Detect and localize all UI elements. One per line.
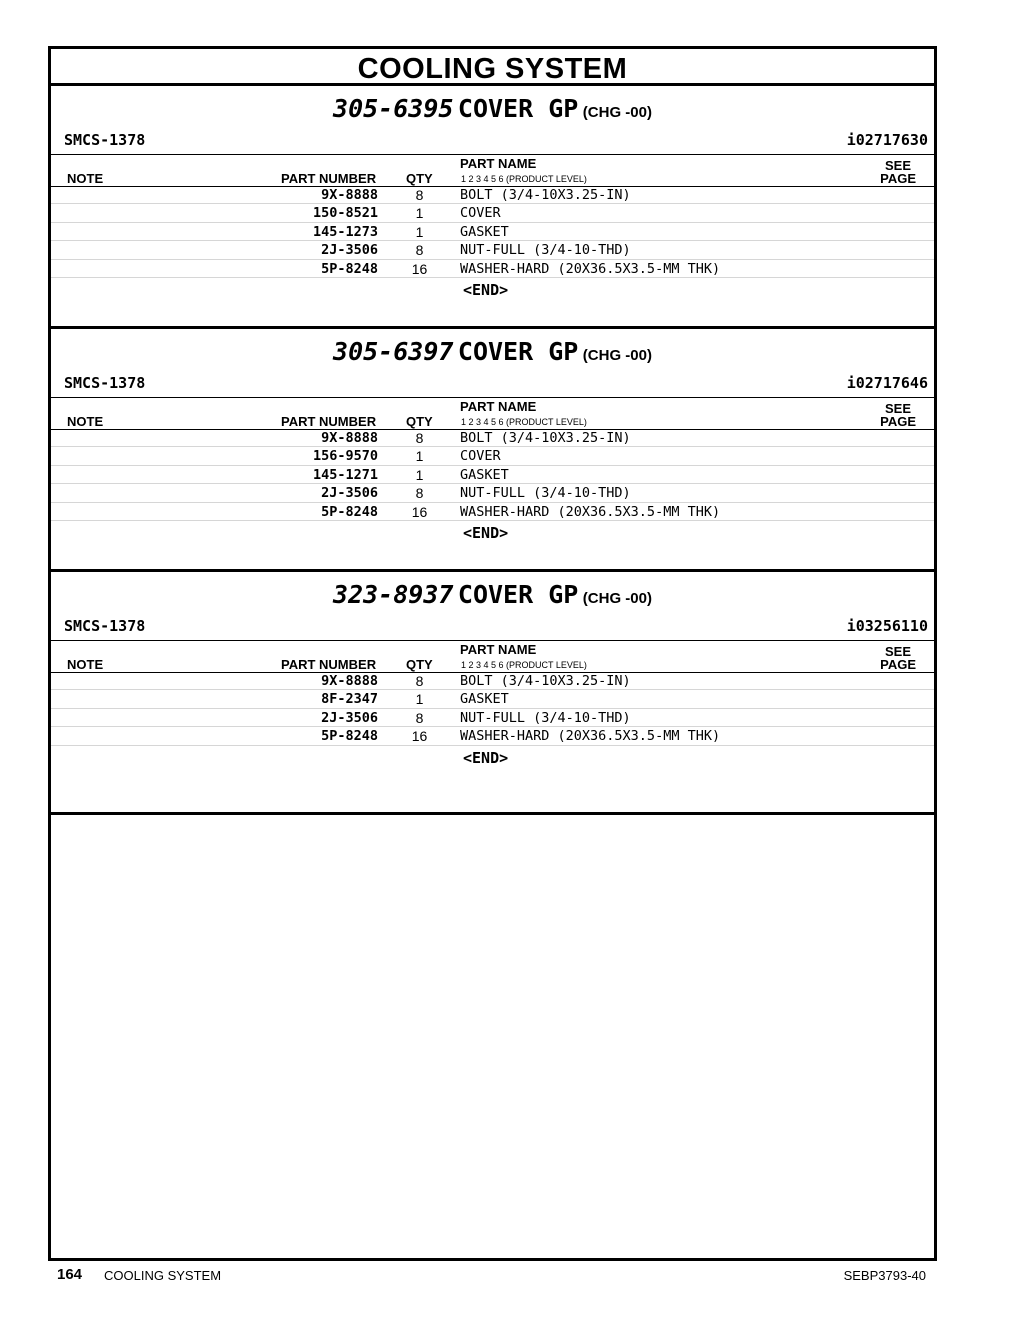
part-name-cell: WASHER-HARD (20X36.5X3.5-MM THK)	[460, 260, 721, 277]
part-number-cell: 145-1273	[312, 223, 378, 240]
footer-section-title: COOLING SYSTEM	[104, 1268, 222, 1283]
part-number-cell: 2J-3506	[321, 242, 378, 259]
qty-cell: 8	[415, 709, 424, 726]
header-part-number: PART NUMBER	[281, 171, 377, 186]
table-row	[51, 709, 934, 727]
table-row	[51, 241, 934, 259]
header-part-number: PART NUMBER	[281, 657, 377, 672]
table-row	[51, 484, 934, 502]
qty-cell: 16	[411, 260, 428, 277]
group-part-number: 323-8937	[333, 580, 454, 609]
part-name-cell: BOLT (3/4-10X3.25-IN)	[460, 187, 631, 203]
header-part-name: PART NAME	[460, 399, 537, 414]
header-note: NOTE	[67, 657, 104, 672]
table-row	[51, 429, 934, 447]
smcs-code: SMCS-1378	[64, 617, 146, 635]
header-part-number: PART NUMBER	[281, 414, 377, 429]
part-name-cell: NUT-FULL (3/4-10-THD)	[460, 242, 631, 259]
qty-cell: 16	[411, 728, 428, 745]
part-number-cell: 150-8521	[312, 205, 378, 222]
qty-cell: 8	[415, 673, 424, 689]
part-name-cell: BOLT (3/4-10X3.25-IN)	[460, 673, 631, 689]
header-product-levels: 1 2 3 4 5 6 (PRODUCT LEVEL)	[461, 174, 587, 184]
header-page: PAGE	[880, 171, 916, 186]
table-row	[51, 204, 934, 222]
part-name-cell: GASKET	[460, 691, 509, 708]
qty-cell: 1	[415, 223, 424, 240]
group-change-level: (CHG -00)	[582, 104, 652, 121]
part-name-cell: BOLT (3/4-10X3.25-IN)	[460, 430, 631, 446]
info-id: i02717646	[846, 374, 928, 392]
header-page: PAGE	[880, 657, 916, 672]
qty-cell: 8	[415, 485, 424, 502]
part-number-cell: 5P-8248	[321, 503, 378, 520]
group-change-level: (CHG -00)	[582, 590, 652, 607]
parts-table-header	[51, 154, 934, 187]
part-number-cell: 9X-8888	[321, 187, 378, 203]
table-row	[51, 672, 934, 690]
part-number-cell: 156-9570	[312, 448, 378, 465]
smcs-code: SMCS-1378	[64, 131, 146, 149]
qty-cell: 1	[415, 466, 424, 483]
parts-table-body	[51, 429, 934, 521]
end-marker: <END>	[463, 748, 509, 767]
end-marker: <END>	[463, 524, 509, 542]
group-name: COVER GP	[457, 94, 579, 123]
header-qty: QTY	[406, 414, 433, 429]
part-name-cell: GASKET	[460, 223, 509, 240]
header-part-name: PART NAME	[460, 642, 537, 657]
info-id: i03256110	[846, 617, 928, 635]
part-name-cell: WASHER-HARD (20X36.5X3.5-MM THK)	[460, 503, 721, 520]
header-qty: QTY	[406, 171, 433, 186]
part-name-cell: COVER	[460, 205, 501, 222]
footer-doc-number: SEBP3793-40	[843, 1268, 926, 1283]
table-row	[51, 260, 934, 278]
table-row	[51, 503, 934, 521]
header-product-levels: 1 2 3 4 5 6 (PRODUCT LEVEL)	[461, 660, 587, 670]
part-number-cell: 2J-3506	[321, 709, 378, 726]
parts-group-section	[51, 572, 934, 815]
qty-cell: 8	[415, 242, 424, 259]
group-name: COVER GP	[457, 337, 579, 366]
parts-page-frame	[48, 46, 937, 1261]
group-name: COVER GP	[457, 580, 579, 609]
header-qty: QTY	[406, 657, 433, 672]
part-name-cell: WASHER-HARD (20X36.5X3.5-MM THK)	[460, 728, 721, 745]
page-footer	[0, 1266, 1020, 1286]
end-marker: <END>	[463, 281, 509, 299]
table-row	[51, 447, 934, 465]
table-row	[51, 727, 934, 745]
part-name-cell: NUT-FULL (3/4-10-THD)	[460, 485, 631, 502]
group-title	[51, 94, 934, 123]
table-row	[51, 223, 934, 241]
qty-cell: 1	[415, 448, 424, 465]
header-page: PAGE	[880, 414, 916, 429]
part-number-cell: 145-1271	[312, 466, 378, 483]
parts-table-body	[51, 672, 934, 746]
header-product-levels: 1 2 3 4 5 6 (PRODUCT LEVEL)	[461, 417, 587, 427]
parts-group-section	[51, 86, 934, 329]
qty-cell: 1	[415, 691, 424, 708]
info-id: i02717630	[846, 131, 928, 149]
part-number-cell: 5P-8248	[321, 728, 378, 745]
table-row	[51, 466, 934, 484]
header-see: SEE	[884, 401, 911, 416]
part-number-cell: 2J-3506	[321, 485, 378, 502]
part-name-cell: GASKET	[460, 466, 509, 483]
qty-cell: 1	[415, 205, 424, 222]
group-change-level: (CHG -00)	[582, 347, 652, 364]
part-number-cell: 9X-8888	[321, 673, 378, 689]
header-note: NOTE	[67, 414, 104, 429]
group-title	[51, 337, 934, 366]
footer-page-number: 164	[57, 1266, 83, 1283]
group-part-number: 305-6397	[333, 337, 454, 366]
header-see: SEE	[884, 158, 911, 173]
qty-cell: 8	[415, 430, 424, 446]
parts-group-section	[51, 329, 934, 572]
parts-table-header	[51, 397, 934, 430]
header-note: NOTE	[67, 171, 104, 186]
table-row	[51, 690, 934, 708]
table-row	[51, 186, 934, 204]
qty-cell: 16	[411, 503, 428, 520]
part-number-cell: 9X-8888	[321, 430, 378, 446]
header-see: SEE	[884, 644, 911, 659]
page-title: COOLING SYSTEM	[51, 49, 934, 86]
groups-container	[51, 86, 934, 815]
group-title	[51, 580, 934, 609]
smcs-code: SMCS-1378	[64, 374, 146, 392]
qty-cell: 8	[415, 187, 424, 203]
part-name-cell: NUT-FULL (3/4-10-THD)	[460, 709, 631, 726]
parts-table-body	[51, 186, 934, 278]
part-name-cell: COVER	[460, 448, 501, 465]
group-part-number: 305-6395	[333, 94, 454, 123]
part-number-cell: 5P-8248	[321, 260, 378, 277]
part-number-cell: 8F-2347	[321, 691, 378, 708]
header-part-name: PART NAME	[460, 156, 537, 171]
parts-table-header	[51, 640, 934, 673]
